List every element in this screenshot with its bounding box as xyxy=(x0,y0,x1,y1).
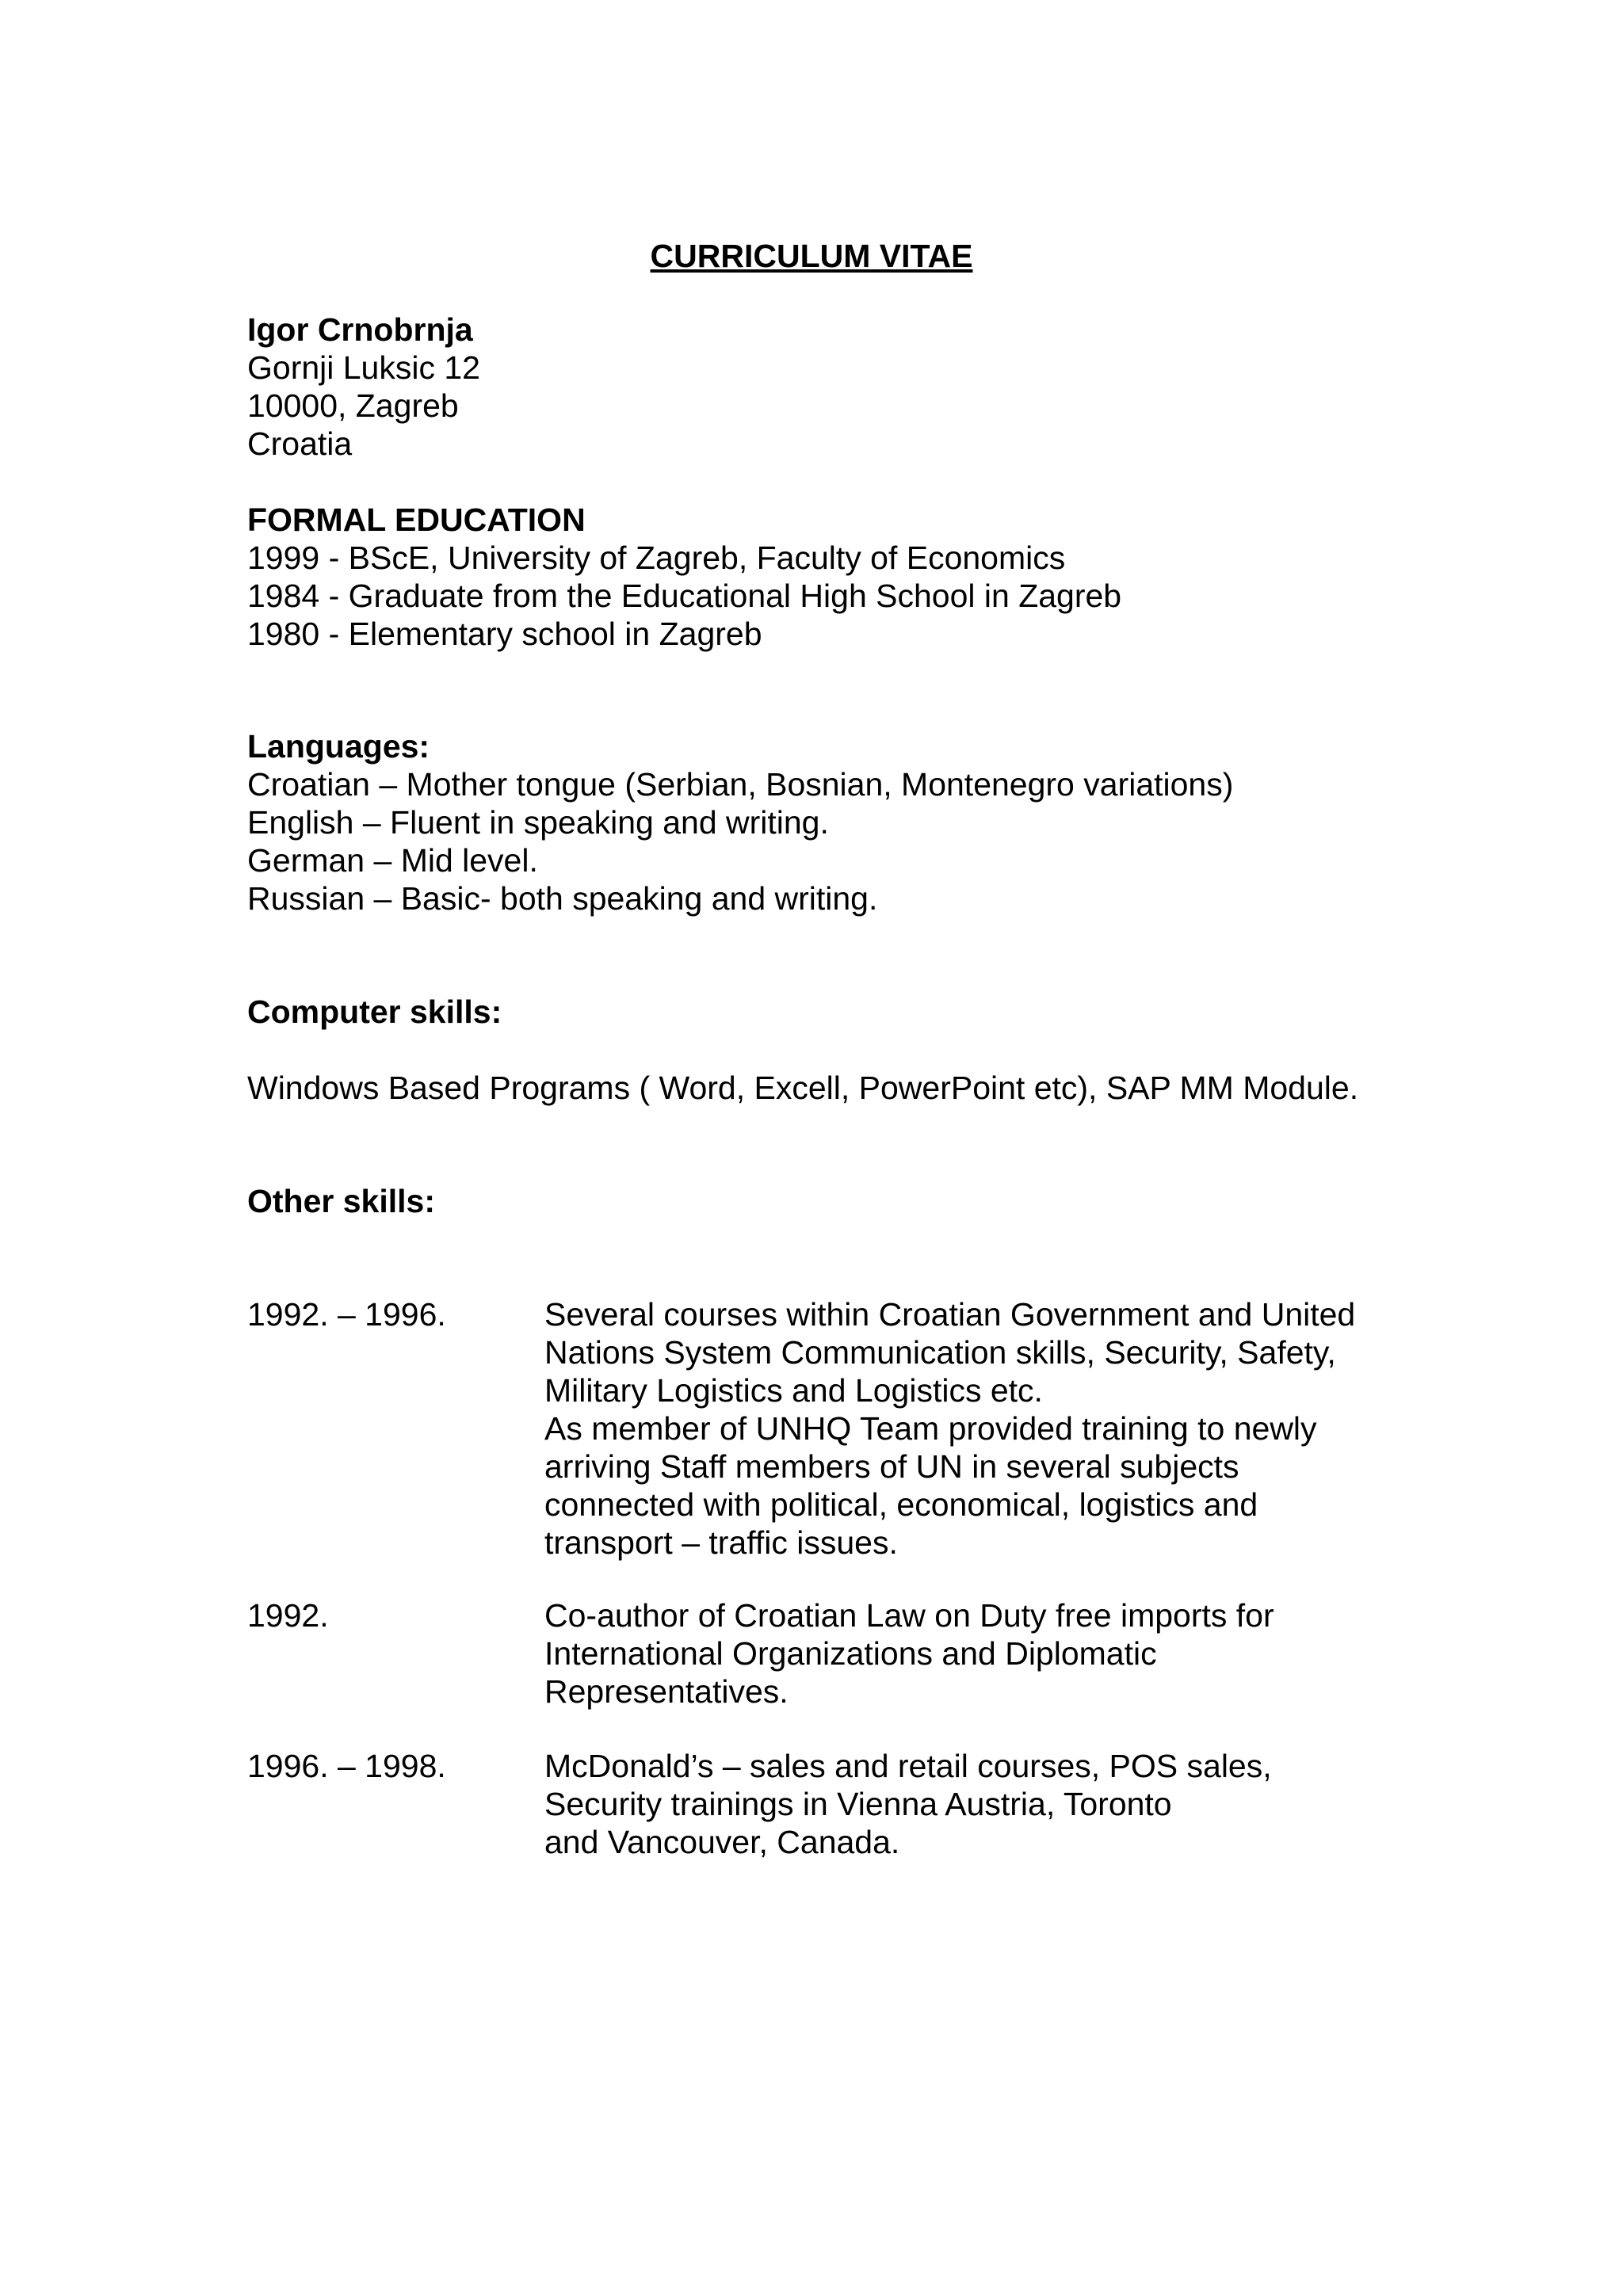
address-line: 10000, Zagreb xyxy=(247,387,459,424)
education-item: 1980 - Elementary school in Zagreb xyxy=(247,616,762,652)
document-title: CURRICULUM VITAE xyxy=(650,238,973,274)
computer-skills-text: Windows Based Programs ( Word, Excell, PowerPoint etc), SAP MM Module. xyxy=(247,1070,1359,1106)
computer-skills-heading-block xyxy=(247,993,1436,1031)
entry-line: Security trainings in Vienna Austria, Toronto xyxy=(544,1786,1172,1822)
entry-description xyxy=(544,1295,1436,1562)
education-section xyxy=(247,501,1436,653)
entry-date: 1996. – 1998. xyxy=(247,1748,446,1784)
person-name: Igor Crnobrnja xyxy=(247,311,473,348)
entry-line: Co-author of Croatian Law on Duty free imports for xyxy=(544,1597,1274,1634)
language-item: Russian – Basic- both speaking and writing. xyxy=(247,880,878,917)
languages-section xyxy=(247,727,1436,917)
entry-line: International Organizations and Diplomatic xyxy=(544,1635,1157,1672)
entry-line: McDonald’s – sales and retail courses, POS sales, xyxy=(544,1748,1272,1784)
entry-line: and Vancouver, Canada. xyxy=(544,1824,900,1860)
section-heading: FORMAL EDUCATION xyxy=(247,502,586,538)
entry-line: arriving Staff members of UN in several subjects xyxy=(544,1448,1239,1485)
education-item: 1999 - BScE, University of Zagreb, Faculty of Economics xyxy=(247,540,1066,576)
language-item: German – Mid level. xyxy=(247,842,538,879)
entry-line: Military Logistics and Logistics etc. xyxy=(544,1372,1043,1409)
language-item: Croatian – Mother tongue (Serbian, Bosnian, Montenegro variations) xyxy=(247,766,1234,803)
entry-date: 1992. – 1996. xyxy=(247,1296,446,1333)
contact-block xyxy=(247,311,1436,463)
entry-line: transport – traffic issues. xyxy=(544,1524,898,1561)
entry-description xyxy=(544,1747,1436,1861)
section-heading: Languages: xyxy=(247,728,430,765)
entry-description xyxy=(544,1596,1436,1711)
entry-line: connected with political, economical, logistics and xyxy=(544,1486,1258,1523)
entry-line: Several courses within Croatian Government and United xyxy=(544,1296,1356,1333)
other-skills-heading-block xyxy=(247,1182,1436,1220)
address-line: Croatia xyxy=(247,425,353,462)
section-heading: Other skills: xyxy=(247,1183,435,1219)
address-line: Gornji Luksic 12 xyxy=(247,349,480,386)
language-item: English – Fluent in speaking and writing. xyxy=(247,804,829,841)
entry-line: Nations System Communication skills, Security, Safety, xyxy=(544,1334,1336,1371)
entry-line: As member of UNHQ Team provided training to newly xyxy=(544,1410,1317,1447)
entry-date: 1992. xyxy=(247,1597,329,1634)
section-heading: Computer skills: xyxy=(247,994,502,1030)
entry-line: Representatives. xyxy=(544,1673,789,1710)
education-item: 1984 - Graduate from the Educational High School in Zagreb xyxy=(247,578,1122,614)
computer-skills-text-block xyxy=(247,1069,1436,1107)
